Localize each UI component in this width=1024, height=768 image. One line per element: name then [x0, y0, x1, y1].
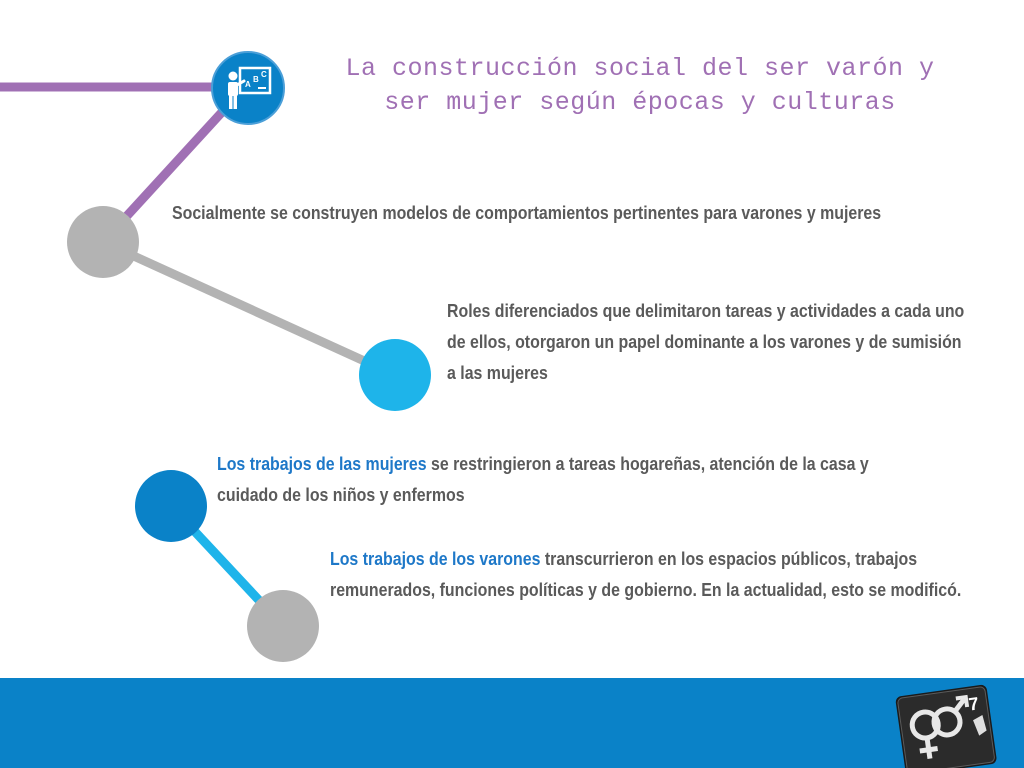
- text-block-3-content: se restringieron a tareas hogareñas, atención de la casa y cuidado de los niños y enfermos: [217, 453, 869, 505]
- text-block-4-highlight: Los trabajos de los varones: [330, 548, 541, 569]
- timeline-node-blue: [135, 470, 207, 542]
- gender-symbols-logo: [888, 684, 1006, 768]
- svg-text:C: C: [261, 70, 267, 79]
- text-block-3: [217, 448, 871, 510]
- timeline-node-light-blue: [359, 339, 431, 411]
- timeline-node-gray-2: [247, 590, 319, 662]
- logo-numeral: 7: [967, 693, 981, 715]
- svg-text:B: B: [253, 75, 259, 84]
- text-block-3-highlight: Los trabajos de las mujeres: [217, 453, 427, 474]
- title-line-2: ser mujer según épocas y culturas: [384, 88, 896, 117]
- text-block-2: [447, 295, 972, 388]
- page-title: [300, 52, 980, 120]
- footer-band: [0, 678, 1024, 768]
- text-block-1-content: Socialmente se construyen modelos de comportamientos pertinentes para varones y mujeres: [172, 202, 882, 223]
- text-block-1: [172, 197, 972, 228]
- title-line-1: La construcción social del ser varón y: [345, 54, 935, 83]
- gray-connector: [103, 242, 395, 375]
- teacher-board-icon: [212, 52, 284, 124]
- text-block-4: [330, 543, 992, 605]
- svg-text:A: A: [245, 80, 251, 89]
- text-block-4-content: transcurrieron en los espacios públicos, trabajos remunerados, funciones políticas y de gobierno. En la actualidad, esto se modificó.: [330, 548, 962, 600]
- timeline-node-gray-1: [67, 206, 139, 278]
- text-block-2-content: Roles diferenciados que delimitaron tareas y actividades a cada uno de ellos, otorgaron un papel dominante a los varones y de sumisión a las mujeres: [447, 300, 965, 383]
